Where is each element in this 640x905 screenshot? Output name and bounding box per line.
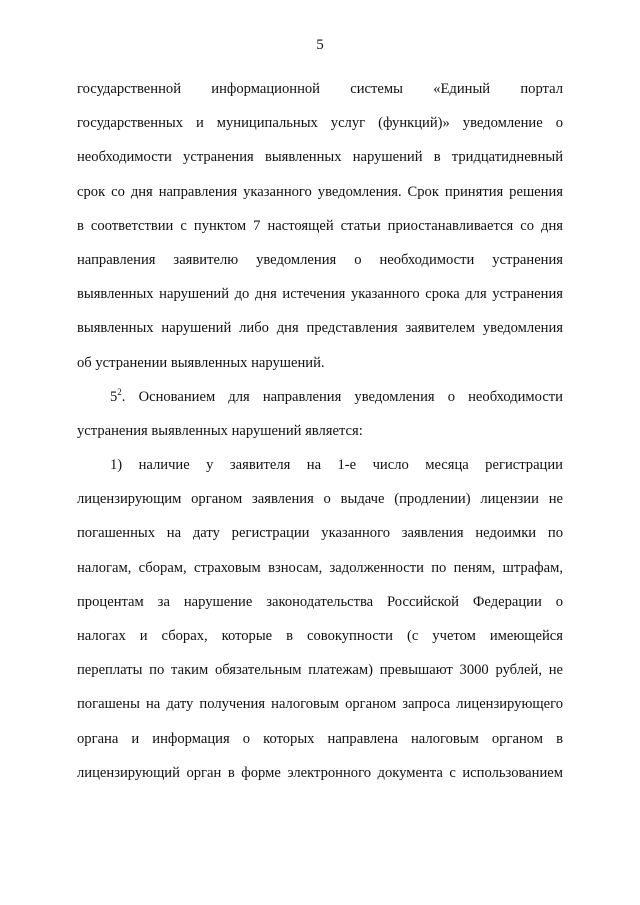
text-line: погашенных на дату регистрации указанного заявления недоимки по [77, 525, 563, 542]
text-line: государственных и муниципальных услуг (функций)» уведомление о [77, 115, 563, 132]
text-line: необходимости устранения выявленных нарушений в тридцатидневный [77, 149, 563, 166]
text-line: погашены на дату получения налоговым органом запроса лицензирующего [77, 696, 563, 713]
text-line: устранения выявленных нарушений является: [77, 422, 363, 439]
text-line: 1) наличие у заявителя на 1-е число месяца регистрации [110, 457, 563, 474]
list-item-paragraph [77, 455, 563, 797]
text-line: государственной информационной системы «Единый портал [77, 81, 563, 97]
text-line: срок со дня направления указанного уведомления. Срок принятия решения [77, 183, 563, 200]
text-line: направления заявителю уведомления о необходимости устранения [77, 251, 563, 268]
text-line: лицензирующим органом заявления о выдаче (продлении) лицензии не [77, 491, 563, 508]
section-heading-text: . Основанием для направления уведомления о необходимости [121, 388, 563, 405]
section-number-superscript: 2 [117, 386, 122, 397]
document-body [77, 79, 563, 797]
paragraph-continuation [77, 79, 563, 387]
text-line: налогах и сборах, которые в совокупности (с учетом имеющейся [77, 628, 563, 644]
text-line: переплаты по таким обязательным платежам) превышают 3000 рублей, не [77, 662, 563, 679]
text-line: в соответствии с пунктом 7 настоящей статьи приостанавливается со дня [77, 217, 563, 234]
text-line: выявленных нарушений до дня истечения указанного срока для устранения [77, 286, 563, 303]
section-number: 5 [110, 388, 118, 405]
text-line: налогам, сборам, страховым взносам, задолженности по пеням, штрафам, [77, 559, 563, 576]
text-line: органа и информация о которых направлена налоговым органом в [77, 730, 563, 747]
section-heading-line [77, 387, 563, 421]
text-line: процентам за нарушение законодательства Российской Федерации о [77, 593, 563, 610]
text-line: лицензирующий орган в форме электронного документа с использованием [77, 764, 563, 781]
text-line: выявленных нарушений либо дня представления заявителем уведомления [77, 320, 563, 337]
text-line: об устранении выявленных нарушений. [77, 354, 325, 371]
section-paragraph [77, 387, 563, 455]
page-number: 5 [316, 37, 324, 53]
